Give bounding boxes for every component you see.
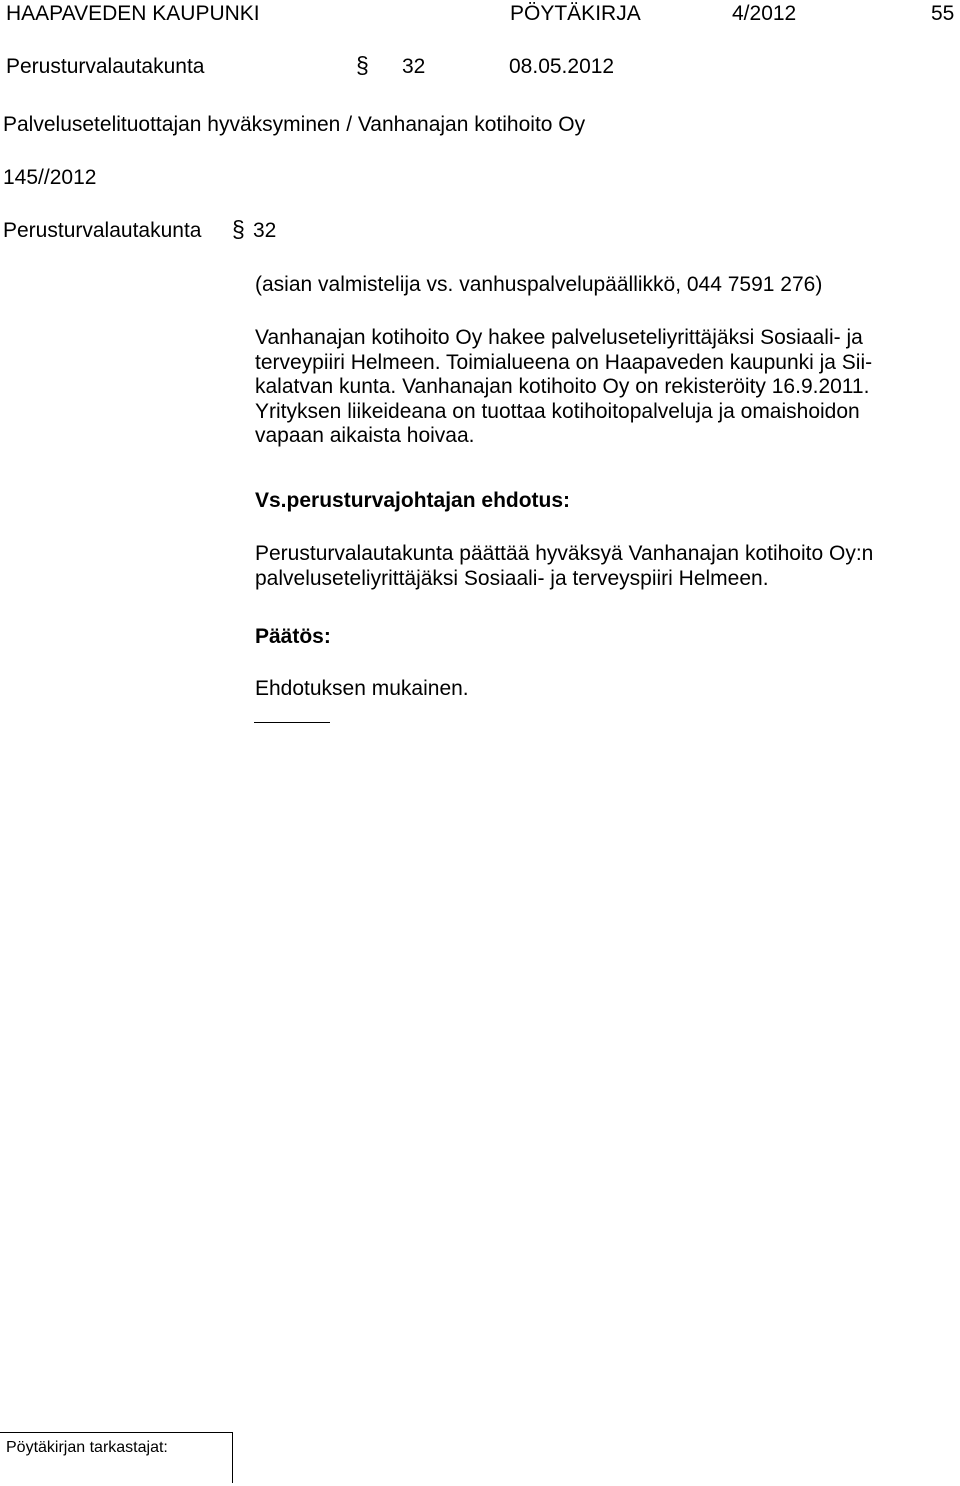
decision-heading: Päätös: [255, 625, 331, 648]
description-line: vapaan aikaista hoivaa. [255, 424, 475, 448]
end-rule [254, 722, 330, 723]
proposal-line: palveluseteliyrittäjäksi Sosiaali- ja terveyspiiri Helmeen. [255, 566, 769, 590]
proposal-heading: Vs.perusturvajohtajan ehdotus: [255, 489, 571, 512]
municipality-name: HAAPAVEDEN KAUPUNKI [6, 2, 260, 25]
document-number: 4/2012 [732, 2, 797, 25]
document-type: PÖYTÄKIRJA [510, 2, 641, 25]
section-number: 32 [253, 219, 277, 242]
reviewers-label: Pöytäkirjan tarkastajat: [6, 1439, 168, 1456]
preparer-info: (asian valmistelija vs. vanhuspalvelupäällikkö, 044 7591 276) [255, 273, 823, 296]
matter-title: Palvelusetelituottajan hyväksyminen / Vanhanajan kotihoito Oy [3, 113, 586, 136]
proposal-paragraph [255, 542, 873, 591]
description-line: terveypiiri Helmeen. Toimialueena on Haapaveden kaupunki ja Sii- [255, 350, 873, 374]
description-line: Yrityksen liikeideana on tuottaa kotihoitopalveluja ja omaishoidon [255, 399, 860, 423]
section-symbol: § [232, 216, 245, 242]
description-line: Vanhanajan kotihoito Oy hakee palveluseteliyrittäjäksi Sosiaali- ja [255, 326, 863, 349]
page-number: 55 [931, 2, 955, 25]
description-paragraph [255, 326, 872, 449]
matter-reference: 145//2012 [3, 166, 97, 189]
description-line: kalatvan kunta. Vanhanajan kotihoito Oy on rekisteröity 16.9.2011. [255, 375, 870, 399]
header-section-number: 32 [402, 55, 426, 78]
section-board-name: Perusturvalautakunta [3, 219, 202, 242]
proposal-line: Perusturvalautakunta päättää hyväksyä Vanhanajan kotihoito Oy:n [255, 542, 874, 565]
header-board-name: Perusturvalautakunta [6, 55, 205, 78]
decision-text: Ehdotuksen mukainen. [255, 677, 469, 700]
header-section-symbol: § [356, 52, 369, 78]
meeting-date: 08.05.2012 [509, 55, 615, 78]
